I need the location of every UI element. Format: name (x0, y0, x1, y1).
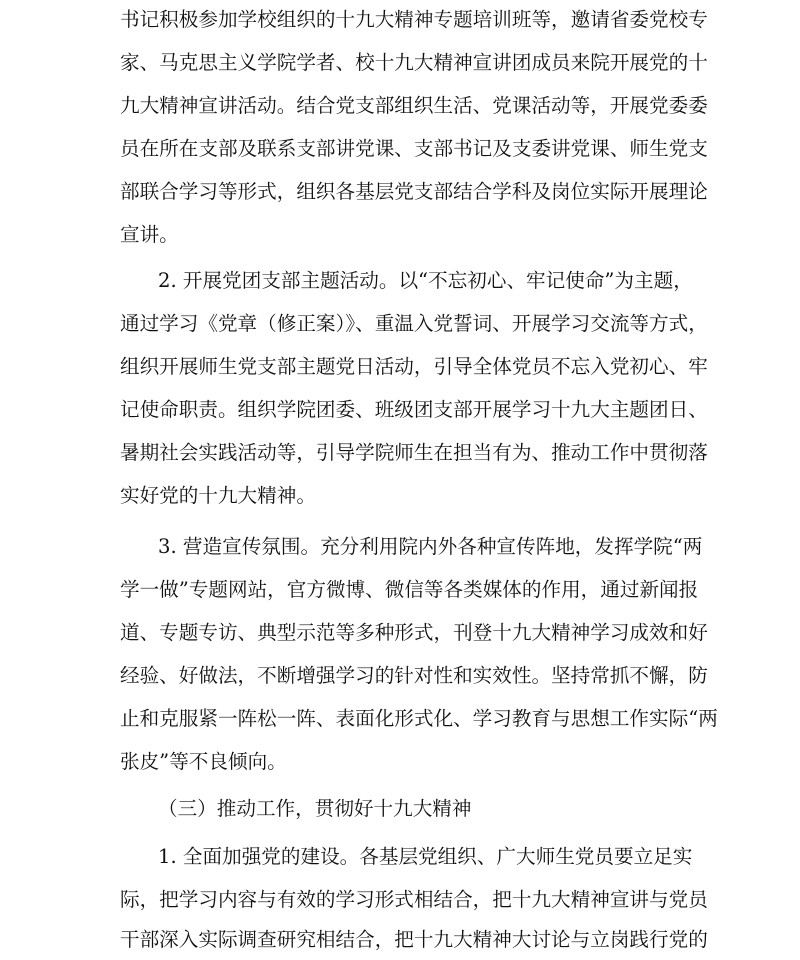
paragraph-line: 宣讲。 (120, 223, 179, 246)
paragraph-line: 经验、好做法，不断增强学习的针对性和实效性。坚持常抓不懈，防 (120, 664, 708, 687)
paragraph-line: 实好党的十九大精神。 (120, 484, 316, 507)
paragraph-line: 组织开展师生党支部主题党日活动，引导全体党员不忘入党初心、牢 (120, 355, 708, 378)
paragraph-line: 3. 营造宣传氛围。充分利用院内外各种宣传阵地，发挥学院“两 (158, 535, 703, 558)
paragraph-line: 干部深入实际调查研究相结合，把十九大精神大讨论与立岗践行党的 (120, 928, 708, 951)
paragraph-line: 张皮”等不良倾向。 (120, 750, 287, 773)
paragraph-line: 记使命职责。组织学院团委、班级团支部开展学习十九大主题团日、 (120, 398, 708, 421)
paragraph-line: 道、专题专访、典型示范等多种形式，刊登十九大精神学习成效和好 (120, 621, 708, 644)
paragraph-line: 际，把学习内容与有效的学习形式相结合，把十九大精神宣讲与党员 (120, 888, 708, 911)
paragraph-line: 员在所在支部及联系支部讲党课、支部书记及支委讲党课、师生党支 (120, 137, 708, 160)
paragraph-line: 家、马克思主义学院学者、校十九大精神宣讲团成员来院开展党的十 (120, 51, 708, 74)
paragraph-line: 部联合学习等形式，组织各基层党支部结合学科及岗位实际开展理论 (120, 180, 708, 203)
paragraph-line: 止和克服紧一阵松一阵、表面化形式化、学习教育与思想工作实际“两 (120, 707, 718, 730)
paragraph-line: 九大精神宣讲活动。结合党支部组织生活、党课活动等，开展党委委 (120, 94, 708, 117)
paragraph-line: 暑期社会实践活动等，引导学院师生在担当有为、推动工作中贯彻落 (120, 441, 708, 464)
paragraph-line: 通过学习《党章（修正案）》、重温入党誓词、开展学习交流等方式， (120, 312, 708, 335)
paragraph-line: 2. 开展党团支部主题活动。以“不忘初心、牢记使命”为主题， (158, 269, 693, 292)
paragraph-line: 学一做”专题网站，官方微博、微信等各类媒体的作用，通过新闻报 (120, 578, 699, 601)
paragraph-line: 书记积极参加学校组织的十九大精神专题培训班等，邀请省委党校专 (120, 8, 708, 31)
section-heading: （三）推动工作，贯彻好十九大精神 (158, 797, 472, 820)
paragraph-line: 1. 全面加强党的建设。各基层党组织、广大师生党员要立足实 (158, 845, 693, 868)
